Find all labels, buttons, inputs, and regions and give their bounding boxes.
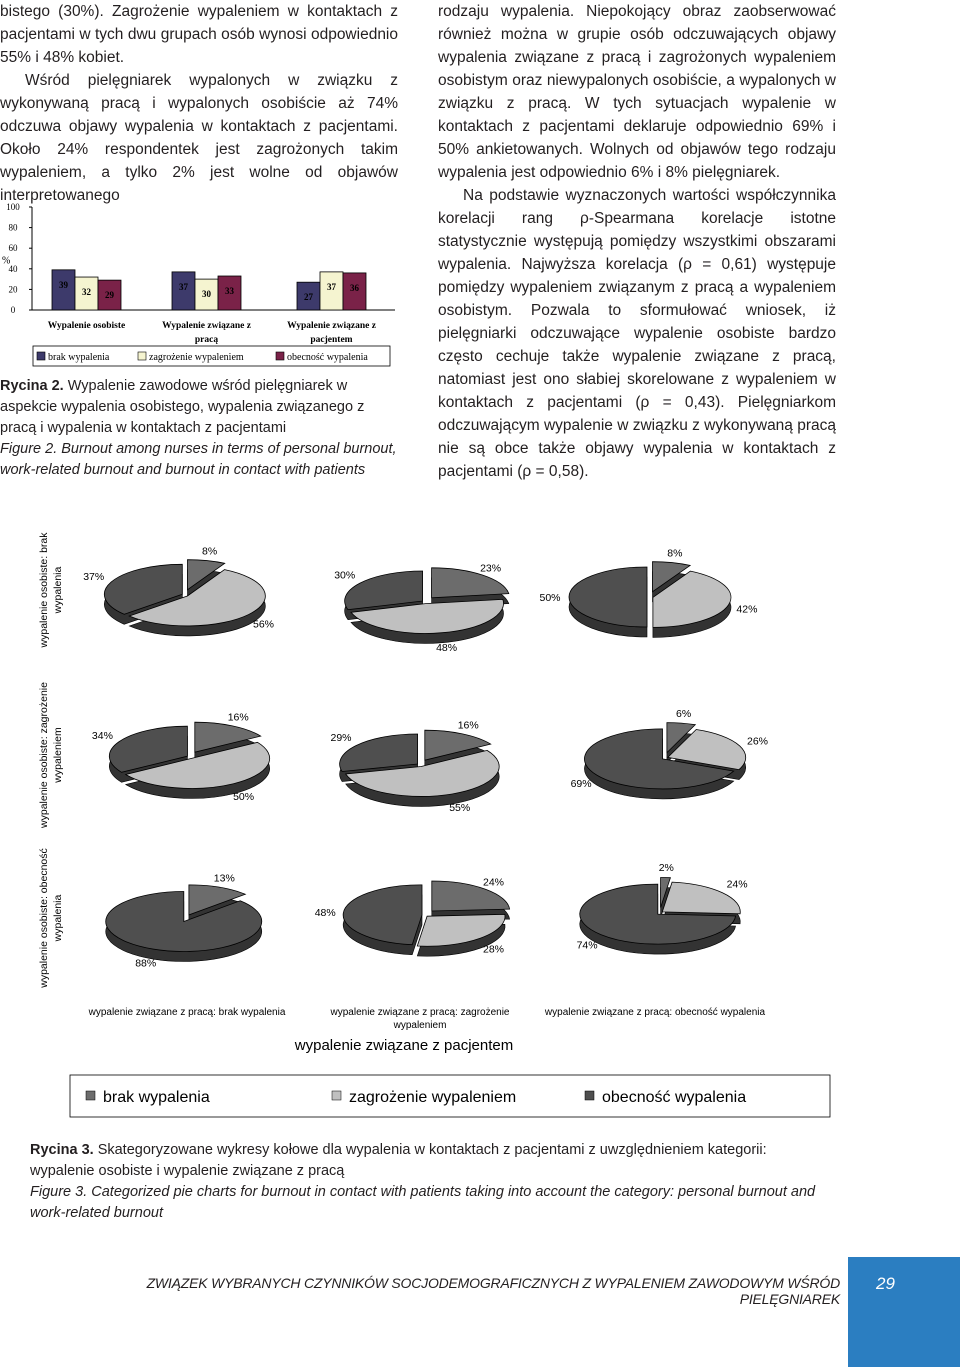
bar-value-label: 36: [350, 282, 359, 293]
pie-legend-swatch: [86, 1091, 95, 1100]
bar-chart: [0, 198, 400, 370]
pie-row-label: wypalenie osobiste: brak wypalenia: [38, 532, 64, 648]
pie-column-label: wypalenie związane z pracą: brak wypalenia: [88, 1007, 286, 1018]
bar-value-label: 30: [202, 289, 211, 300]
pie-chart: [315, 877, 510, 957]
pie-chart: [83, 545, 274, 636]
figure-3-text: Skategoryzowane wykresy kołowe dla wypalenia w kontaktach z pacjentami z uwzględnieniem kategorii: wypalenie osobiste i wypalenie związane z pracą: [30, 1142, 767, 1179]
pie-percent-label: 50%: [539, 592, 561, 604]
bar-y-tick-label: 80: [8, 222, 18, 233]
figure-2-label: Rycina 2.: [0, 378, 64, 394]
pie-percent-label: 37%: [83, 571, 105, 584]
pie-percent-label: 8%: [202, 545, 218, 558]
pie-chart: [577, 862, 748, 954]
pie-chart: [334, 562, 509, 654]
pie-charts: [83, 545, 768, 969]
bar-value-label: 29: [105, 290, 114, 301]
pie-bottom-title: wypalenie związane z pacjentem: [294, 1037, 514, 1054]
bar-legend-label: brak wypalenia: [48, 352, 110, 363]
figure-3-english: Figure 3. Categorized pie charts for burnout in contact with patients taking into account the category: personal burnout and work-related burnout: [30, 1184, 816, 1221]
pie-column-label: wypalenie związane z pracą: zagrożenie wypaleniem: [330, 1007, 510, 1031]
pie-percent-label: 6%: [676, 707, 692, 720]
bar-y-tick-label: 60: [8, 243, 18, 254]
bar-legend-label: obecność wypalenia: [287, 352, 368, 363]
pie-percent-label: 26%: [746, 735, 769, 748]
left-paragraph-2: Wśród pielęgniarek wypalonych w związku z wykonywaną pracą i wypalonych osobiście aż 74% odczuwa objawy wypalenia w kontaktach z pacjentami. Około 24% respondentek jest zagrożonych takim wypaleniem, a tylko 2% jest wolne od objawów interpretowanego: [0, 72, 398, 204]
bar-y-tick-label: 20: [8, 284, 18, 295]
bar-chart-bars: [48, 270, 377, 345]
bar-value-label: 32: [82, 287, 91, 298]
pie-legend-label: obecność wypalenia: [602, 1089, 747, 1106]
pie-percent-label: 69%: [570, 778, 592, 790]
pie-column-label: wypalenie związane z pracą: obecność wypalenia: [544, 1007, 766, 1018]
pie-chart: [106, 873, 262, 970]
figure-2-caption: [0, 376, 400, 481]
pie-row-labels: [38, 532, 64, 989]
bar-category-label: Wypalenie związane z pacjentem: [287, 321, 376, 345]
page-number-box: [848, 1257, 960, 1367]
bar-chart-legend: [33, 346, 390, 366]
pie-legend-label: zagrożenie wypaleniem: [349, 1089, 517, 1106]
pie-percent-label: 50%: [233, 790, 255, 803]
pie-percent-label: 34%: [91, 729, 113, 742]
page-number: 29: [876, 1274, 895, 1293]
pie-legend-swatch: [332, 1091, 341, 1100]
pie-chart-grid: [0, 520, 960, 1120]
running-title: ZWIĄZEK WYBRANYCH CZYNNIKÓW SOCJODEMOGRAFICZNYCH Z WYPALENIEM ZAWODOWYM WŚRÓD PIELĘGNIAREK: [146, 1275, 840, 1307]
pie-percent-label: 16%: [457, 719, 479, 732]
bar-y-tick-label: 100: [6, 202, 20, 212]
bar-y-tick-label: 0: [10, 305, 16, 315]
bar-value-label: 37: [179, 281, 188, 292]
pie-percent-label: 55%: [449, 802, 471, 815]
pie-percent-label: 42%: [736, 603, 758, 616]
pie-percent-label: 23%: [480, 562, 502, 575]
pie-percent-label: 29%: [330, 731, 352, 744]
pie-row-label: wypalenie osobiste: obecność wypalenia: [38, 848, 64, 988]
bar-value-label: 33: [225, 286, 234, 297]
pie-percent-label: 30%: [334, 569, 356, 582]
figure-3-label: Rycina 3.: [30, 1142, 94, 1158]
figure-3-caption: [30, 1140, 830, 1224]
pie-percent-label: 2%: [658, 862, 674, 875]
pie-percent-label: 24%: [482, 876, 505, 889]
left-text-column: [0, 0, 398, 207]
pie-slice: [106, 892, 262, 952]
pie-percent-label: 48%: [314, 907, 336, 920]
pie-chart: [571, 708, 768, 799]
pie-percent-label: 13%: [213, 872, 235, 885]
pie-percent-label: 88%: [135, 957, 157, 970]
pie-chart: [539, 547, 757, 637]
bar-legend-label: zagrożenie wypaleniem: [149, 352, 244, 363]
pie-percent-label: 56%: [252, 618, 275, 631]
bar-value-label: 37: [327, 281, 336, 292]
bar-legend-swatch: [138, 352, 146, 360]
pie-row-label: wypalenie osobiste: zagrożenie wypaleniem: [38, 682, 64, 828]
left-paragraph-1: bistego (30%). Zagrożenie wypaleniem w kontaktach z pacjentami w tych dwu grupach osób wynosi odpowiednio 55% i 48% kobiet.: [0, 3, 398, 66]
pie-column-labels: [88, 1007, 766, 1054]
bar-value-label: 27: [304, 292, 313, 303]
figure-2-text: Wypalenie zawodowe wśród pielęgniarek w aspekcie wypalenia osobistego, wypalenia związanego z pracą i wypalenia w kontaktach z pacjentami: [0, 378, 365, 436]
pie-legend-swatch: [585, 1091, 594, 1100]
bar-category-label: Wypalenie osobiste: [47, 321, 126, 331]
bar-legend-swatch: [37, 352, 45, 360]
pie-legend-label: brak wypalenia: [103, 1089, 210, 1106]
pie-percent-label: 28%: [482, 943, 505, 956]
bar-y-tick-label: 40: [8, 263, 18, 274]
right-paragraph-2: Na podstawie wyznaczonych wartości współczynnika korelacji rang ρ-Spearmana korelacje istotne statystycznie występują pomiędzy wszystkimi obszarami wypalenia. Najwyższa korelacja (ρ = 0,61) występuje pomiędzy wypaleniem związanym z pracą a wypaleniem osobistym. Pozwala to sformułować wniosek, iż pielęgniarki odczuwające wypalenie osobiste bardzo często cechuje także wypalenie związane z pracą, natomiast jest ono słabiej skorelowane z wypaleniem w kontaktach z pacjentami (ρ = 0,43). Pielęgniarkom odczuwającym wypalenie w związku z wykonywaną pracą nie są obce także objawy wypalenia w kontaktach z pacjentami (ρ = 0,58).: [438, 187, 837, 480]
bar: [52, 270, 75, 310]
pie-percent-label: 16%: [227, 711, 249, 724]
pie-percent-label: 48%: [436, 641, 458, 654]
figure-2-english: Figure 2. Burnout among nurses in terms of personal burnout, work-related burnout and burnout in contact with patients: [0, 441, 397, 478]
pie-percent-label: 74%: [576, 939, 598, 952]
pie-chart: [92, 712, 270, 803]
pie-legend: [70, 1075, 830, 1117]
pie-percent-label: 24%: [726, 878, 748, 891]
bar-value-label: 39: [59, 279, 68, 290]
pie-percent-label: 8%: [667, 547, 683, 560]
pie-chart: [330, 720, 499, 815]
bar-y-axis-label: %: [2, 255, 11, 267]
bar-legend-swatch: [276, 352, 284, 360]
bar-category-label: Wypalenie związane z pracą: [162, 321, 251, 345]
right-text-column: [438, 0, 836, 483]
right-paragraph-1: rodzaju wypalenia. Niepokojący obraz zaobserwować również można w grupie osób odczuwających objawy wypalenia związane z pracą i zagrożonych wypaleniem osobistym oraz niewypalonych osobiście, a wypalonych w związku z pracą. W tych sytuacjach wypalenie w kontaktach z pacjentami deklaruje odpowiednio 69% i 50% ankietowanych. Wolnych od objawów tego rodzaju wypalenia jest odpowiednio 6% i 8% pielęgniarek.: [438, 3, 836, 181]
